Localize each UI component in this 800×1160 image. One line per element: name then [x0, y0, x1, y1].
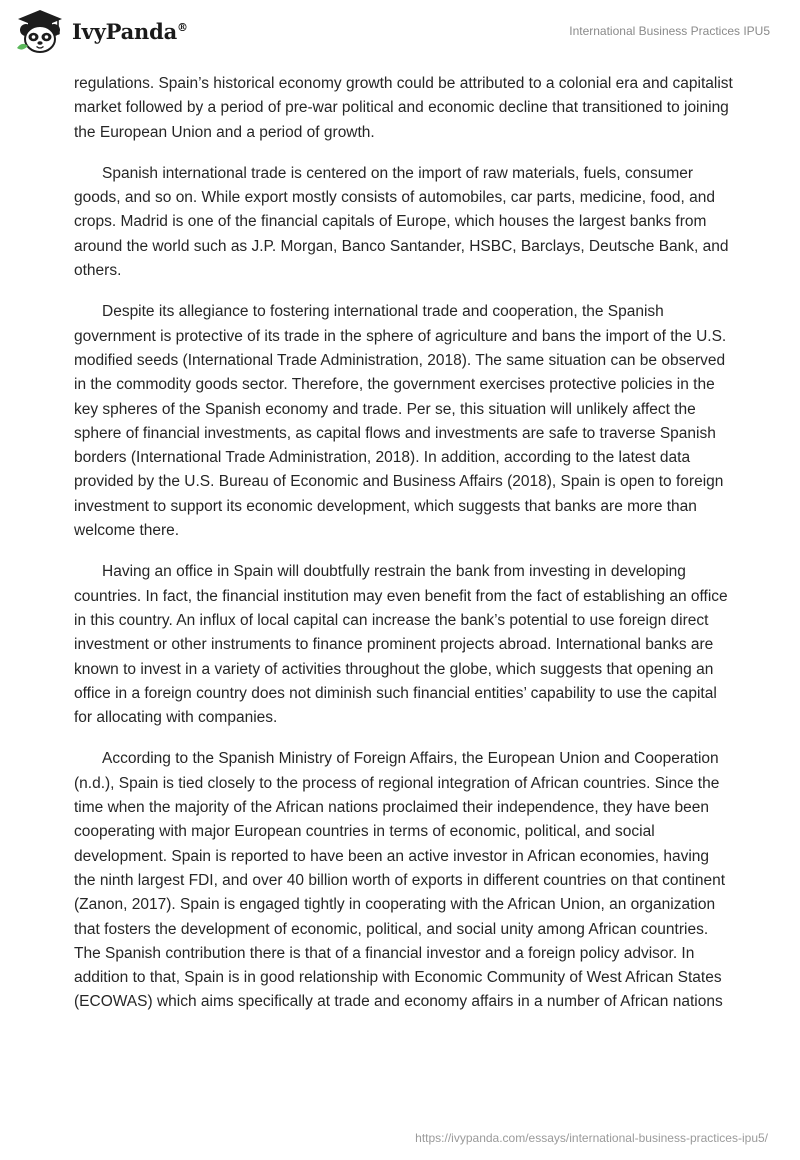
- paragraph: Despite its allegiance to fostering international trade and cooperation, the Spanish government is protective of its trade in the sphere of agriculture and bans the import of the U.S. modified seeds (International Trade Administration, 2018). The same situation can be observed in the commodity goods sector. Therefore, the government exercises protective policies in the key spheres of the Spanish economy and trade. Per se, this situation will unlikely affect the sphere of financial investments, as capital flows and investments are safe to traverse Spanish borders (International Trade Administration, 2018). In addition, according to the latest data provided by the U.S. Bureau of Economic and Business Affairs (2018), Spain is open to foreign investment to support its economic development, which suggests that banks are more than welcome there.: [74, 303, 727, 540]
- paragraph: According to the Spanish Ministry of Foreign Affairs, the European Union and Cooperation (n.d.), Spain is tied closely to the process of regional integration of African countries. Since the time when the majority of the African nations proclaimed their independence, they have been cooperating with major European countries in terms of economic, political, and social development. Spain is reported to have been an active investor in African economies, having the ninth largest FDI, and over 40 billion worth of exports in different countries on that continent (Zanon, 2017). Spain is engaged tightly in cooperating with the African Union, an organization that fosters the development of economic, political, and social unity among African countries. The Spanish contribution there is that of a financial investor and a foreign policy advisor. In addition to that, Spain is in good relationship with Economic Community of West African States (ECOWAS) which aims specifically at trade and economy affairs in a number of African nations: [74, 750, 726, 1011]
- essay-body: [74, 72, 734, 1032]
- paragraph: Having an office in Spain will doubtfully restrain the bank from investing in developing countries. In fact, the financial institution may even benefit from the fact of establishing an office in this country. An influx of local capital can increase the bank’s potential to use foreign direct investment or other instruments to finance prominent projects abroad. International banks are known to invest in a variety of activities throughout the globe, which suggests that opening an office in a foreign country does not diminish such financial entities’ capability to use the capital for allocating with companies.: [74, 563, 728, 727]
- page-header: [0, 0, 800, 70]
- document-title: International Business Practices IPU5: [569, 24, 770, 38]
- registered-mark: ®: [177, 20, 188, 34]
- source-url[interactable]: https://ivypanda.com/essays/international-business-practices-ipu5/: [415, 1131, 768, 1145]
- paragraph-continuation: regulations. Spain’s historical economy growth could be attributed to a colonial era and capitalist market followed by a period of pre-war political and economic decline that transitioned to joining the European Union and a period of growth.: [74, 75, 733, 141]
- ivypanda-logo[interactable]: [14, 8, 188, 54]
- paragraph: Spanish international trade is centered on the import of raw materials, fuels, consumer goods, and so on. While export mostly consists of automobiles, car parts, medicine, food, and crops. Madrid is one of the financial capitals of Europe, which houses the largest banks from around the world such as J.P. Morgan, Banco Santander, HSBC, Barclays, Deutsche Bank, and others.: [74, 164, 729, 280]
- panda-graduate-icon: [14, 8, 66, 54]
- brand-name: IvyPanda®: [72, 18, 188, 44]
